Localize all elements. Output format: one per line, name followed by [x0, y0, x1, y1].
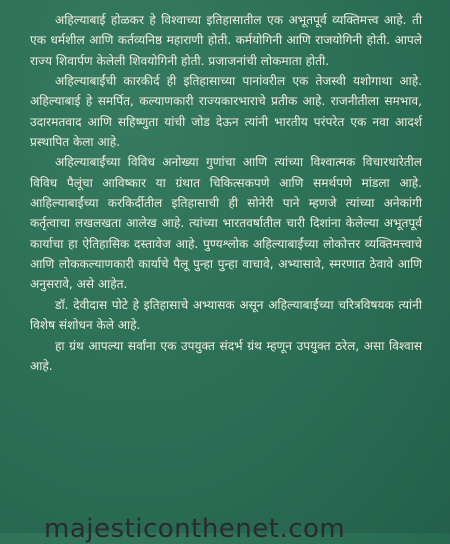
paragraph-2: अहिल्याबाईंची कारकीर्द ही इतिहासाच्या पानांवरील एक तेजस्वी यशोगाथा आहे. अहिल्याबाई हे समर्पित, कल्याणकारी राज्यकारभाराचे प्रतीक आहे. राजनीतीला समभाव, उदारमतवाद आणि सहिष्णुता यांची जोड देऊन त्यांनी भारतीय परंपरेत एक नवा आदर्श प्रस्थापित केला आहे. — [30, 74, 422, 150]
back-cover-blurb — [30, 10, 422, 376]
watermark: majesticonthenet.com — [44, 514, 346, 544]
paragraph-3: अहिल्याबाईंच्या विविध अनोख्या गुणांचा आणि त्यांच्या विश्वात्मक विचारधारेतील विविध पैलूंचा आविष्कार या ग्रंथात चिकित्सकपणे आणि समर्थपणे मांडला आहे. आहिल्याबाईंच्या करकिर्दीतील इतिहासाची ही सोनेरी पाने म्हणजे त्यांच्या अनेकांगी कर्तृत्वाचा लखलखता आलेख आहे. त्यांच्या भारतवर्षातील चारी दिशांना केलेल्या अभूतपूर्व कार्याचा हा ऐतिहासिक दस्तावेज आहे. पुण्यश्लोक अहिल्याबाईंच्या लोकोत्तर व्यक्तिमत्त्वाचे आणि लोककल्याणकारी कार्याचे पैलू पुन्हा पुन्हा वाचावे, अभ्यासावे, स्मरणात ठेवावे आणि अनुसरावे, असे आहेत. — [30, 155, 422, 292]
paragraph-5: हा ग्रंथ आपल्या सर्वांना एक उपयुक्त संदर्भ ग्रंथ म्हणून उपयुक्त ठरेल, असा विश्वास आहे. — [30, 338, 422, 373]
paragraph-4: डॉ. देवीदास पोटे हे इतिहासाचे अभ्यासक असून अहिल्याबाईंच्या चरित्रविषयक त्यांनी विशेष संशोधन केले आहे. — [30, 297, 422, 333]
paragraph-1: अहिल्याबाई होळकर हे विश्वाच्या इतिहासातील एक अभूतपूर्व व्यक्तिमत्त्व आहे. ती एक धर्मशील आणि कर्तव्यनिष्ठ महाराणी होती. कर्मयोगिनी आणि राजयोगिनी होती. आपले राज्य शिवार्पण केलेली शिवयोगिनी होती. प्रजाजनांची लोकमाता होती. — [30, 13, 422, 68]
